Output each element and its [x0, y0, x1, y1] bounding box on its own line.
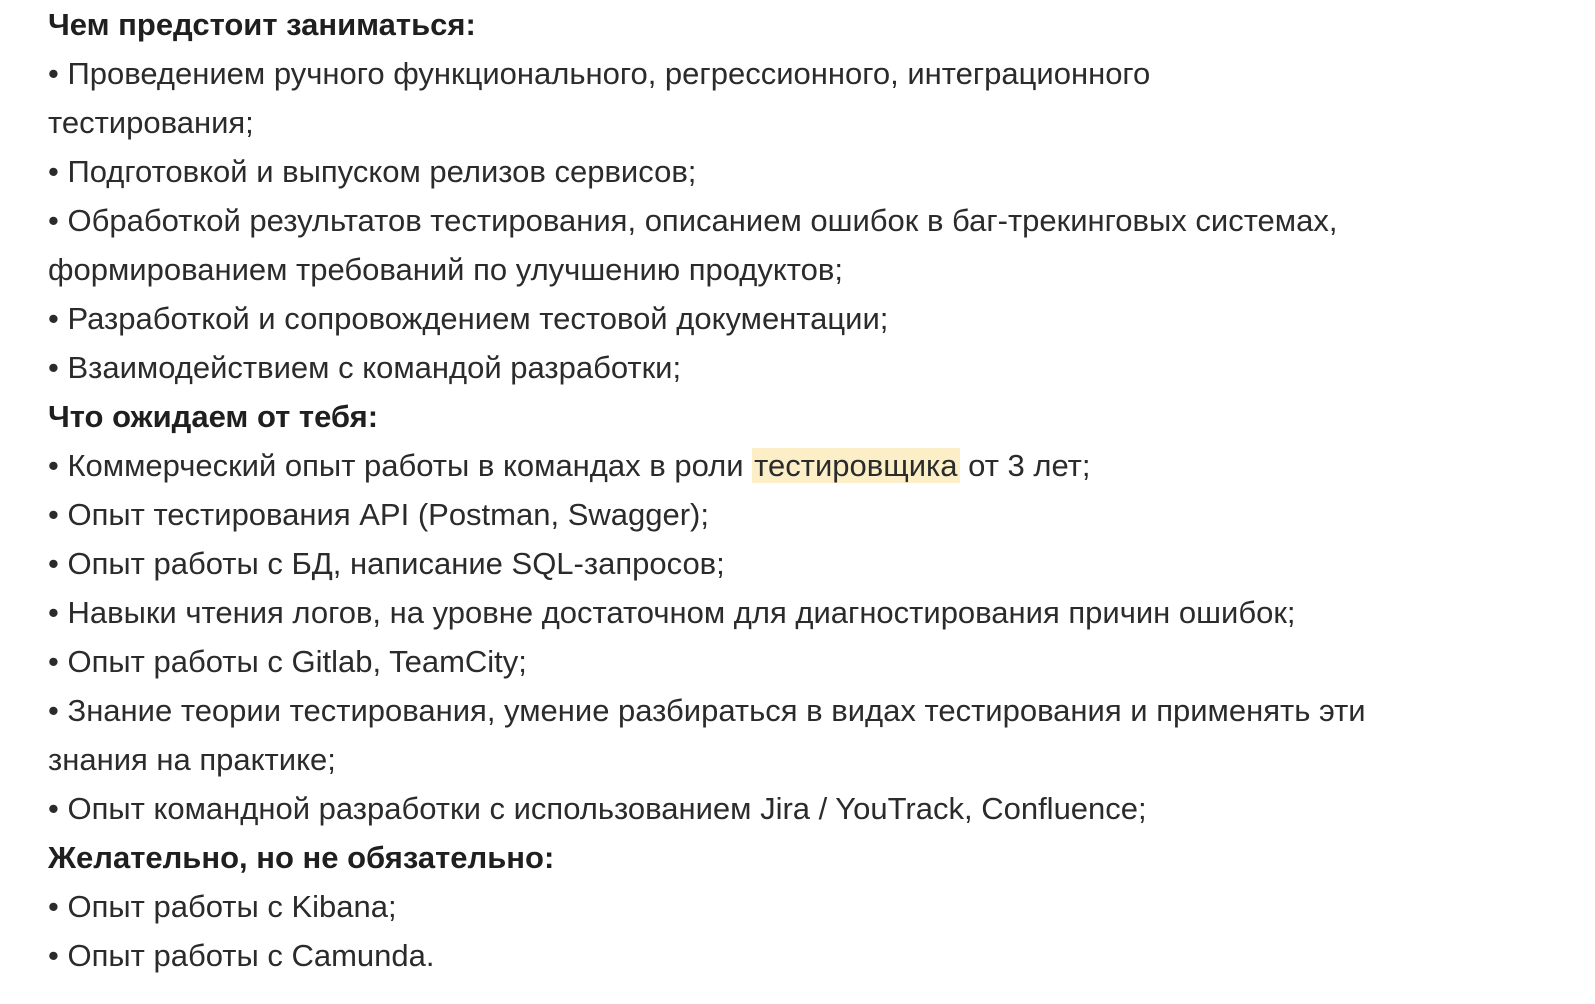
list-item: • Опыт командной разработки с использованием Jira / YouTrack, Confluence;	[48, 791, 1147, 826]
list-item-continuation: тестирования;	[48, 105, 254, 140]
list-item: • Проведением ручного функционального, регрессионного, интеграционного	[48, 56, 1151, 91]
list-item: • Знание теории тестирования, умение разбираться в видах тестирования и применять эти	[48, 693, 1366, 728]
list-item: • Опыт работы с БД, написание SQL-запросов;	[48, 546, 725, 581]
list-item: • Навыки чтения логов, на уровне достаточном для диагностирования причин ошибок;	[48, 595, 1296, 630]
search-highlight: тестировщика	[754, 448, 958, 483]
list-item-text-before: • Коммерческий опыт работы в командах в роли	[48, 448, 753, 483]
section-heading-tasks: Чем предстоит заниматься:	[48, 7, 476, 42]
list-item-continuation: формированием требований по улучшению продуктов;	[48, 252, 843, 287]
section-heading-requirements: Что ожидаем от тебя:	[48, 399, 379, 434]
list-item-text-after: от 3 лет;	[959, 448, 1091, 483]
job-description	[48, 0, 1578, 980]
list-item: • Опыт работы с Gitlab, TeamCity;	[48, 644, 527, 679]
list-item: • Опыт работы с Camunda.	[48, 938, 435, 973]
list-item: • Взаимодействием с командой разработки;	[48, 350, 682, 385]
list-item: • Обработкой результатов тестирования, описанием ошибок в баг-трекинговых системах,	[48, 203, 1338, 238]
list-item: • Опыт работы с Kibana;	[48, 889, 397, 924]
list-item: • Разработкой и сопровождением тестовой документации;	[48, 301, 889, 336]
list-item-with-highlight	[48, 441, 1578, 490]
list-item: • Подготовкой и выпуском релизов сервисов;	[48, 154, 697, 189]
list-item-continuation: знания на практике;	[48, 742, 336, 777]
list-item: • Опыт тестирования API (Postman, Swagger);	[48, 497, 709, 532]
section-heading-nice-to-have: Желательно, но не обязательно:	[48, 840, 555, 875]
